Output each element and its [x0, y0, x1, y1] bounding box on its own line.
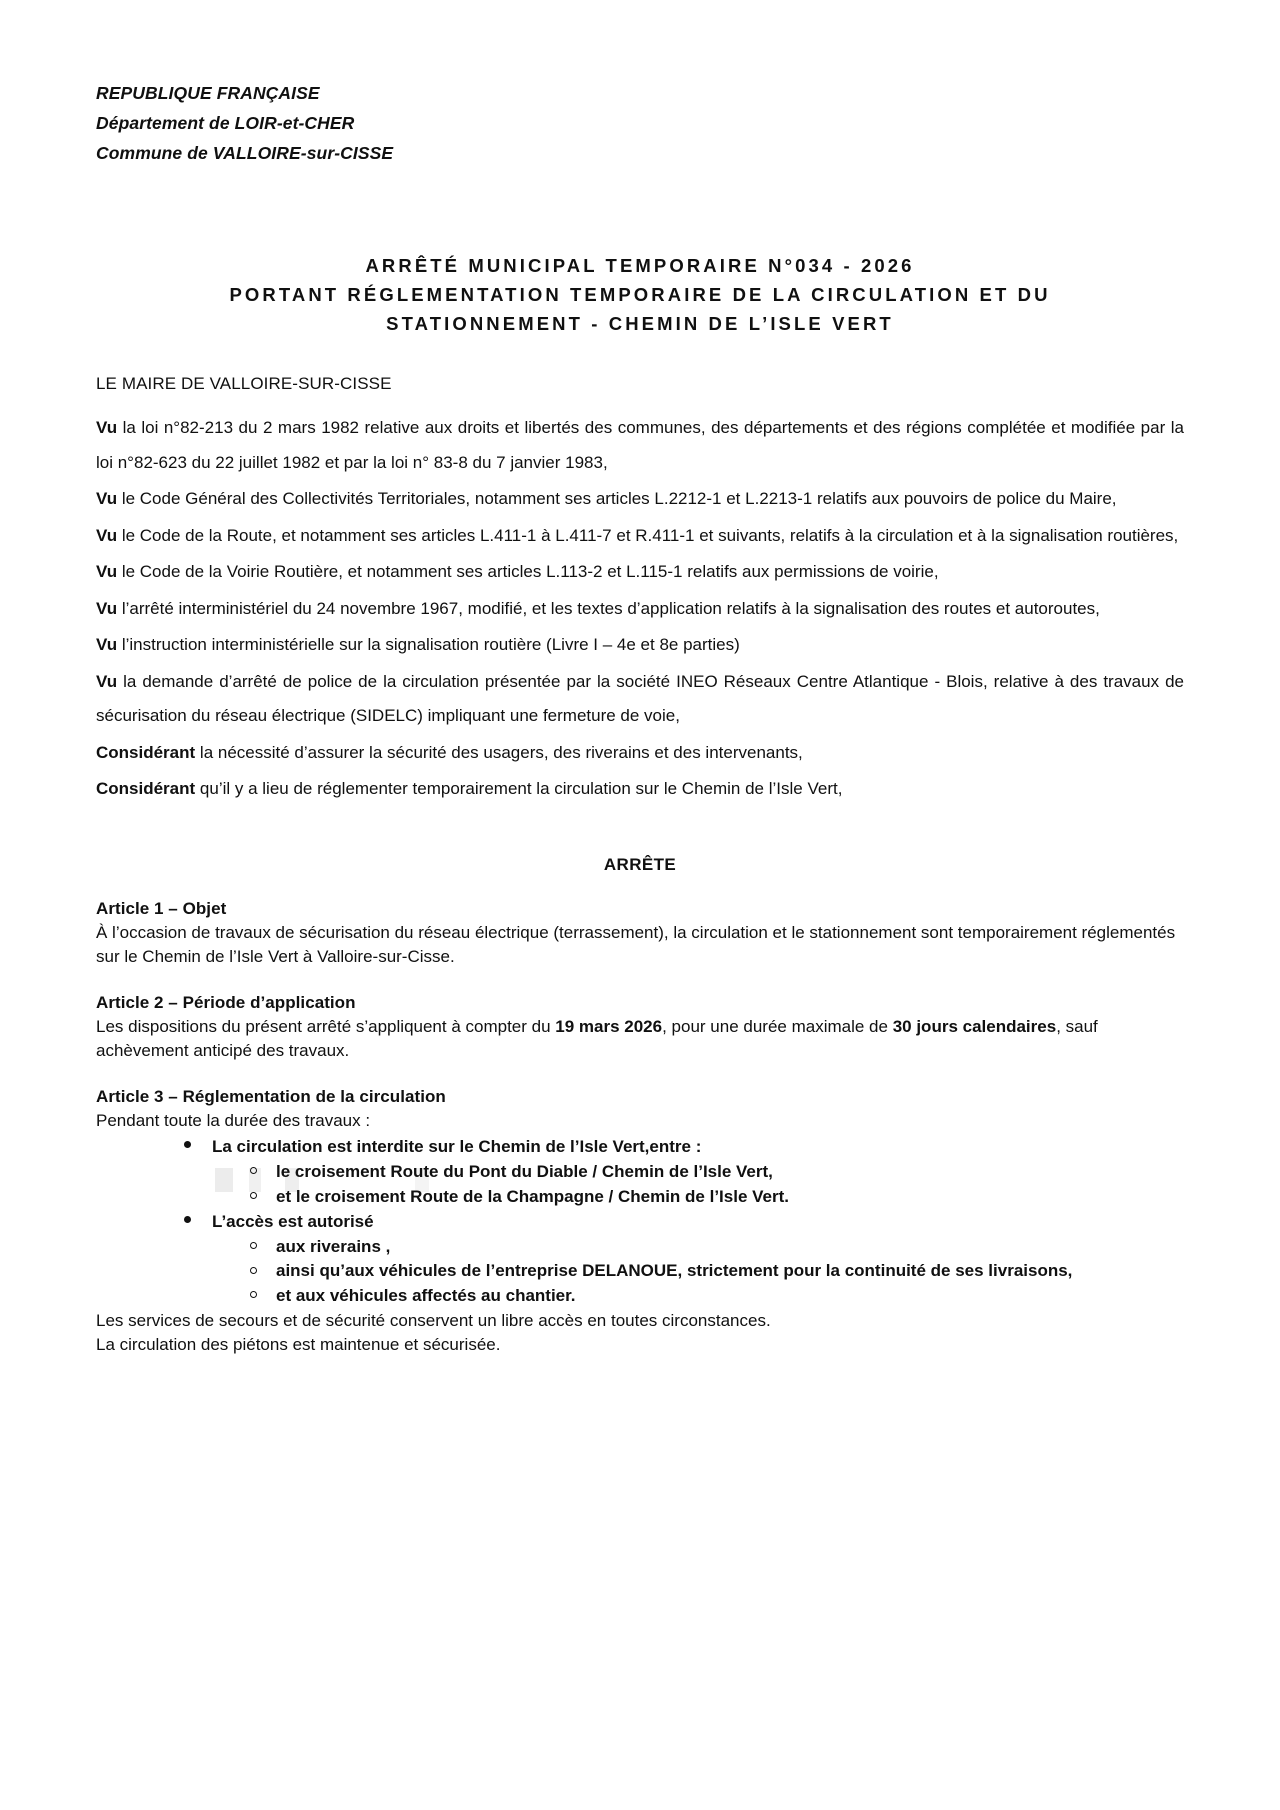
bullet-circle-icon: [250, 1192, 257, 1199]
consideration-text: l’arrêté interministériel du 24 novembre 1967, modifié, et les textes d’application relatifs à la signalisation des routes et autoroutes,: [117, 598, 1100, 618]
bullet-text: L’accès est autorisé: [212, 1211, 374, 1231]
consideration-lead: Considérant: [96, 742, 196, 762]
article-2-start-date: 19 mars 2026: [555, 1017, 663, 1037]
document-title: [96, 252, 1184, 338]
letterhead-line-department: Département de LOIR-et-CHER: [96, 113, 355, 134]
bullet-circle-icon: [250, 1242, 257, 1249]
consideration-lead: Vu: [96, 562, 118, 582]
title-line-2: PORTANT RÉGLEMENTATION TEMPORAIRE DE LA CIRCULATION ET DU: [229, 283, 1051, 305]
consideration-lead: Vu: [96, 525, 118, 545]
bullet-circle-icon: [250, 1291, 257, 1298]
article-3-closing: [96, 1309, 1184, 1357]
consideration-item: [96, 665, 1184, 734]
consideration-text: l’instruction interministérielle sur la signalisation routière (Livre I – 4e et 8e parties): [117, 635, 740, 655]
article-2-text-post: , sauf achèvement anticipé des travaux.: [96, 1017, 1098, 1061]
consideration-item: [96, 592, 1184, 627]
article-3-heading: Article 3 – Réglementation de la circulation: [96, 1087, 446, 1107]
consideration-lead: Vu: [96, 418, 118, 438]
consideration-item: [96, 555, 1184, 590]
consideration-text: le Code de la Route, et notamment ses articles L.411-1 à L.411-7 et R.411-1 et suivants, relatifs à la circulation et à la signalisation routières,: [117, 525, 1179, 545]
bullet-circle-icon: [250, 1267, 257, 1274]
consideration-text: la nécessité d’assurer la sécurité des usagers, des riverains et des intervenants,: [195, 742, 803, 762]
article-3: [96, 1087, 1184, 1357]
sub-bullet-text: ainsi qu’aux véhicules de l’entreprise DELANOUE, strictement pour la continuité de ses livraisons,: [276, 1261, 1073, 1281]
consideration-text: la demande d’arrêté de police de la circulation présentée par la société INEO Réseaux Centre Atlantique - Blois, relative à des travaux de sécurisation du réseau électrique (SIDELC) impliquant une fermeture de voie,: [96, 671, 1184, 726]
sub-bullet-item: [212, 1235, 1184, 1260]
consideration-lead: Vu: [96, 671, 118, 691]
consideration-item: [96, 772, 1184, 807]
article-1: [96, 899, 1184, 969]
consideration-item: [96, 482, 1184, 517]
bullet-sublist: [212, 1235, 1184, 1309]
considerations-list: [96, 411, 1184, 807]
letterhead: [96, 78, 1184, 168]
bullet-item: [96, 1210, 1184, 1309]
article-2: [96, 993, 1184, 1063]
consideration-text: la loi n°82-213 du 2 mars 1982 relative aux droits et libertés des communes, des départements et des régions complétée et modifiée par la loi n°82-623 du 22 juillet 1982 et par la loi n° 83-8 du 7 janvier 1983,: [96, 418, 1184, 472]
letterhead-line-commune: Commune de VALLOIRE-sur-CISSE: [96, 143, 394, 164]
article-2-text-pre: Les dispositions du présent arrêté s’appliquent à compter du: [96, 1017, 556, 1037]
consideration-lead: Vu: [96, 635, 118, 655]
consideration-text: le Code Général des Collectivités Territoriales, notamment ses articles L.2212-1 et L.2213-1 relatifs aux pouvoirs de police du Maire,: [117, 489, 1117, 509]
article-2-duration: 30 jours calendaires: [892, 1017, 1057, 1037]
sub-bullet-text: et le croisement Route de la Champagne / Chemin de l’Isle Vert.: [276, 1187, 789, 1207]
bullet-item: [96, 1135, 1184, 1209]
sub-bullet-item: [212, 1185, 1184, 1210]
sub-bullet-text: le croisement Route du Pont du Diable / Chemin de l’Isle Vert,: [276, 1162, 773, 1182]
consideration-text: le Code de la Voirie Routière, et notamment ses articles L.113-2 et L.115-1 relatifs aux permissions de voirie,: [117, 562, 939, 582]
bullet-circle-icon: [250, 1167, 257, 1174]
bullet-sublist: [212, 1160, 1184, 1210]
bullet-dot-icon: [184, 1216, 191, 1223]
title-line-1: ARRÊTÉ MUNICIPAL TEMPORAIRE N°034 - 2026: [365, 255, 915, 277]
consideration-item: [96, 736, 1184, 771]
sub-bullet-text: et aux véhicules affectés au chantier.: [276, 1286, 576, 1306]
consideration-text: qu’il y a lieu de réglementer temporairement la circulation sur le Chemin de l’Isle Vert,: [195, 779, 843, 799]
bullet-dot-icon: [184, 1141, 191, 1148]
title-line-3: STATIONNEMENT - CHEMIN DE L’ISLE VERT: [386, 312, 894, 334]
sub-bullet-item: [212, 1259, 1184, 1284]
consideration-lead: Vu: [96, 489, 118, 509]
article-2-heading: Article 2 – Période d’application: [96, 993, 356, 1013]
mayor-intro-line: LE MAIRE DE VALLOIRE-SUR-CISSE: [96, 374, 392, 394]
consideration-item: [96, 628, 1184, 663]
article-1-body: À l’occasion de travaux de sécurisation du réseau électrique (terrassement), la circulation et le stationnement sont temporairement réglementés sur le Chemin de l’Isle Vert à Valloire-sur-Cisse.: [96, 922, 1176, 966]
article-3-closing-line-1: Les services de secours et de sécurité conservent un libre accès en toutes circonstances.: [96, 1311, 771, 1331]
article-3-closing-line-2: La circulation des piétons est maintenue et sécurisée.: [96, 1335, 501, 1355]
consideration-lead: Considérant: [96, 779, 196, 799]
bullet-text: La circulation est interdite sur le Chemin de l’Isle Vert,entre :: [212, 1137, 702, 1157]
article-2-body: [96, 1015, 1184, 1063]
sub-bullet-text: aux riverains ,: [276, 1236, 391, 1256]
consideration-item: [96, 519, 1184, 554]
sub-bullet-item: [212, 1284, 1184, 1309]
sub-bullet-item: [212, 1160, 1184, 1185]
consideration-item: [96, 411, 1184, 480]
arrete-keyword: ARRÊTE: [603, 854, 677, 874]
consideration-lead: Vu: [96, 598, 118, 618]
article-1-heading: Article 1 – Objet: [96, 898, 227, 918]
article-3-bullet-list: [96, 1135, 1184, 1309]
article-2-text-mid: , pour une durée maximale de: [662, 1017, 893, 1037]
letterhead-line-republic: REPUBLIQUE FRANÇAISE: [96, 83, 320, 103]
article-3-intro: Pendant toute la durée des travaux :: [96, 1111, 371, 1131]
